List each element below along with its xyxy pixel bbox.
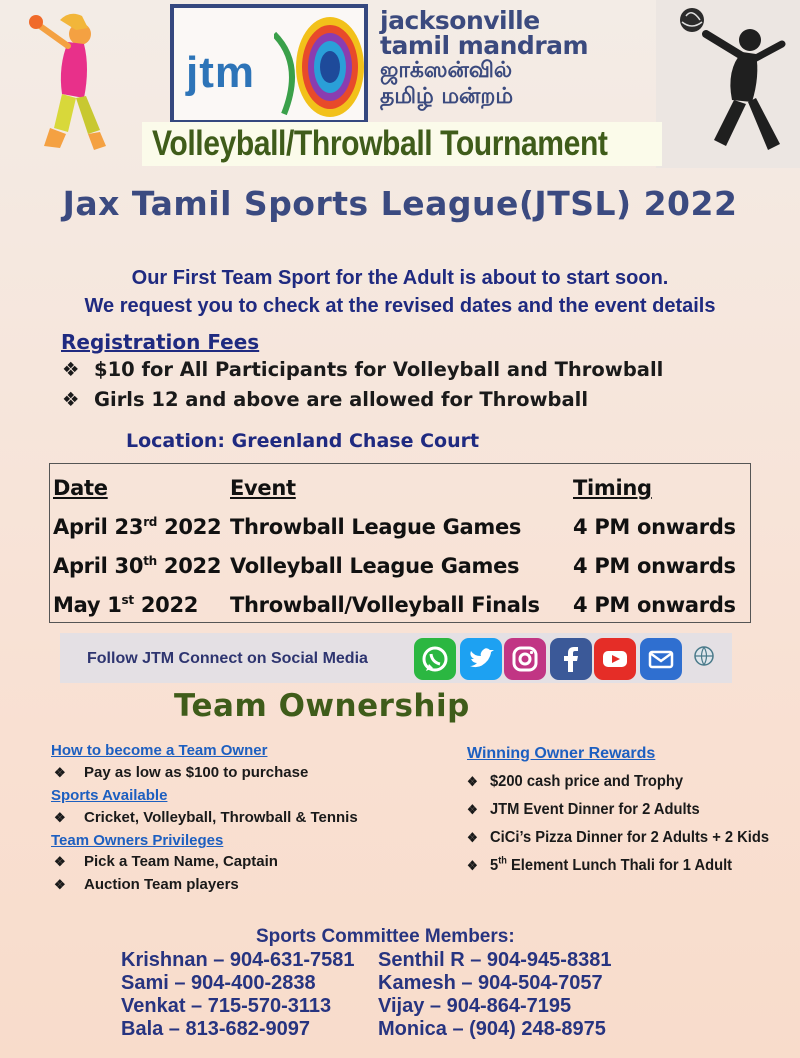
owner-privileges-heading: Team Owners Privileges (51, 832, 224, 849)
diamond-bullet-icon: ❖ (54, 810, 66, 825)
facebook-icon[interactable] (550, 638, 592, 680)
logo-tamil-line1: ஜாக்ஸன்வில் (380, 58, 513, 83)
league-title: Jax Tamil Sports League(JTSL) 2022 (62, 184, 738, 223)
schedule-row-date: May 1st 2022 (53, 593, 199, 617)
reward-item: ❖ 5th Element Lunch Thali for 1 Adult (467, 855, 733, 874)
registration-item-text: Girls 12 and above are allowed for Throwball (94, 388, 589, 411)
committee-member: Krishnan – 904-631-7581 (121, 949, 355, 971)
committee-member: Monica – (904) 248-8975 (378, 1018, 606, 1040)
schedule-row-date: April 30th 2022 (53, 554, 222, 578)
winning-owner-rewards-heading: Winning Owner Rewards (467, 745, 656, 762)
diamond-bullet-icon: ❖ (54, 854, 66, 869)
schedule-row-event: Volleyball League Games (230, 554, 520, 578)
schedule-header-date: Date (53, 476, 108, 500)
diamond-bullet-icon: ❖ (467, 830, 478, 845)
schedule-row-event: Throwball/Volleyball Finals (230, 593, 540, 617)
social-media-label: Follow JTM Connect on Social Media (87, 650, 368, 667)
intro-line-2: We request you to check at the revised dates and the event details (84, 295, 716, 317)
throwball-player-illustration (10, 6, 128, 156)
reward-item: ❖ $200 cash price and Trophy (467, 773, 684, 790)
schedule-row-date: April 23rd 2022 (53, 515, 222, 539)
committee-member: Vijay – 904-864-7195 (378, 995, 572, 1017)
ownership-item: ❖ Pay as low as $100 to purchase (54, 764, 309, 781)
logo-name (380, 8, 650, 110)
schedule-row-timing: 4 PM onwards (573, 515, 736, 539)
twitter-icon[interactable] (460, 638, 502, 680)
intro-line-1: Our First Team Sport for the Adult is about to start soon. (131, 267, 669, 289)
diamond-bullet-icon: ❖ (54, 877, 66, 892)
committee-member: Kamesh – 904-504-7057 (378, 972, 603, 994)
logo-name-line1: jacksonville (380, 6, 540, 35)
committee-heading: Sports Committee Members: (256, 926, 515, 947)
whatsapp-icon[interactable] (414, 638, 456, 680)
instagram-icon[interactable] (504, 638, 546, 680)
schedule-header-event: Event (230, 476, 296, 500)
reward-item: ❖ JTM Event Dinner for 2 Adults (467, 801, 700, 818)
schedule-row-timing: 4 PM onwards (573, 593, 736, 617)
ownership-item: ❖ Cricket, Volleyball, Throwball & Tennis (54, 809, 358, 826)
committee-member: Sami – 904-400-2838 (121, 972, 316, 994)
committee-member: Venkat – 715-570-3113 (121, 995, 332, 1017)
reward-item: ❖ CiCi’s Pizza Dinner for 2 Adults + 2 Kids (467, 829, 770, 846)
ownership-item: ❖ Auction Team players (54, 876, 239, 893)
logo-abbr: jtm (186, 48, 255, 97)
diamond-bullet-icon: ❖ (467, 774, 478, 789)
volleyball-player-silhouette (656, 0, 800, 168)
registration-item (62, 358, 663, 381)
location-text: Location: Greenland Chase Court (126, 430, 480, 452)
diamond-bullet-icon: ❖ (467, 802, 478, 817)
schedule-table (49, 463, 751, 623)
diamond-bullet-icon: ❖ (62, 388, 80, 411)
diamond-bullet-icon: ❖ (62, 358, 80, 381)
ownership-item: ❖ Pick a Team Name, Captain (54, 853, 278, 870)
email-icon[interactable] (640, 638, 682, 680)
how-to-own-heading: How to become a Team Owner (51, 742, 268, 759)
youtube-icon[interactable] (594, 638, 636, 680)
team-ownership-heading: Team Ownership (174, 688, 470, 724)
globe-link-icon[interactable] (692, 644, 716, 668)
schedule-header-timing: Timing (573, 476, 652, 500)
registration-item (62, 388, 588, 411)
diamond-bullet-icon: ❖ (467, 858, 478, 873)
registration-fees-heading: Registration Fees (61, 330, 260, 354)
tournament-title: Volleyball/Throwball Tournament (152, 124, 608, 163)
committee-member: Bala – 813-682-9097 (121, 1018, 311, 1040)
peacock-feather-icon (274, 14, 364, 120)
jtm-logo (170, 4, 368, 124)
schedule-row-timing: 4 PM onwards (573, 554, 736, 578)
logo-name-line2: tamil mandram (380, 31, 589, 60)
diamond-bullet-icon: ❖ (54, 765, 66, 780)
committee-member: Senthil R – 904-945-8381 (378, 949, 612, 971)
logo-tamil-line2: தமிழ் மன்றம் (380, 84, 514, 109)
sports-available-heading: Sports Available (51, 787, 168, 804)
registration-item-text: $10 for All Participants for Volleyball and Throwball (94, 358, 664, 381)
schedule-row-event: Throwball League Games (230, 515, 522, 539)
